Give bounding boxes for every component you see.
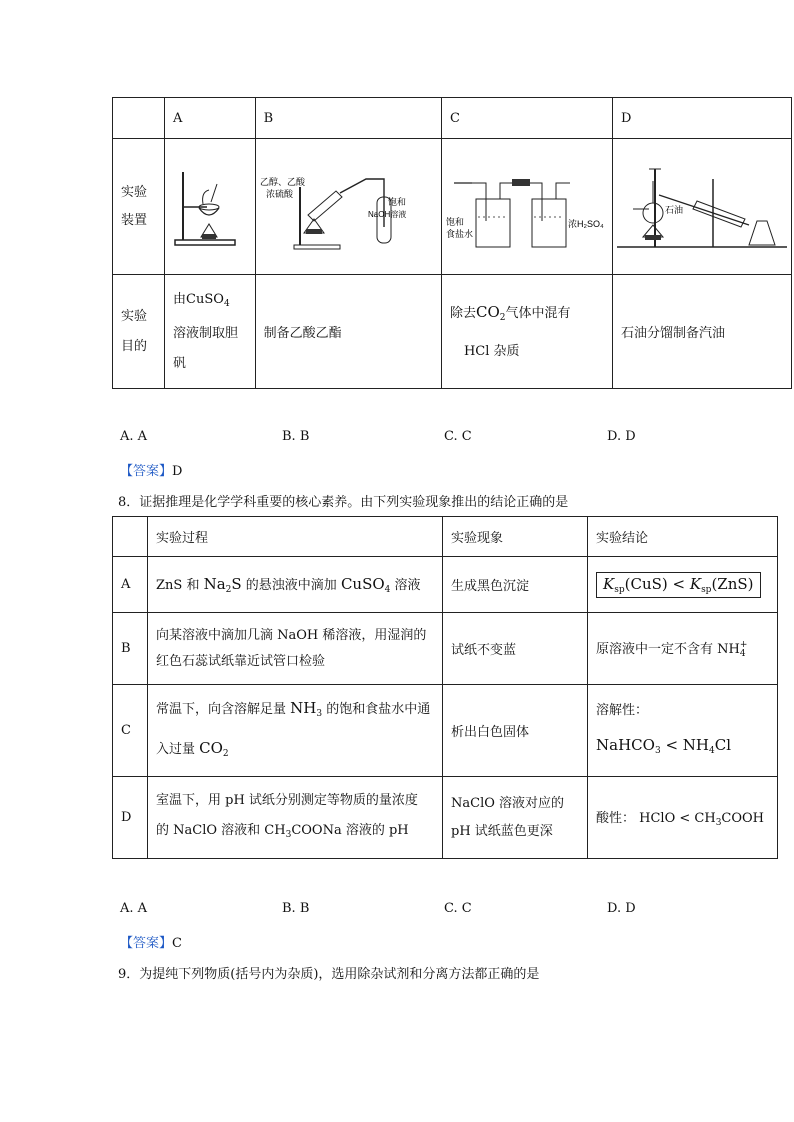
purpose-label-line1: 实验 xyxy=(121,308,148,324)
option-d[interactable]: D. D xyxy=(607,429,636,444)
option-b[interactable]: B. B xyxy=(282,429,310,444)
row-d-p2-0: 的 NaClO 溶液和 CH xyxy=(156,822,286,838)
row-a-phenomenon: 生成黑色沉淀 xyxy=(443,557,588,613)
row-b-phenomenon: 试纸不变蓝 xyxy=(443,613,588,685)
row-c-c1: 溶解性： xyxy=(596,702,649,718)
row-b-c0: 原溶液中一定不含有 NH xyxy=(596,642,740,658)
option2-d[interactable]: D. D xyxy=(607,901,636,916)
row-b-sub: 4 xyxy=(739,648,746,659)
washing-bottles-figure xyxy=(442,157,612,257)
table1-header-a: A xyxy=(165,98,256,139)
row-a-conclusion xyxy=(588,557,778,613)
apparatus-c-cell xyxy=(441,139,612,275)
row-c-process xyxy=(148,685,443,777)
purpose-c xyxy=(441,275,612,389)
row-d-p2-1: 3 xyxy=(285,829,292,840)
row-a-c2: (CuS) < xyxy=(624,574,690,593)
row-a-process-t3: S xyxy=(231,575,242,593)
purpose-label-line2: 目的 xyxy=(121,338,148,354)
row-b-process xyxy=(148,613,443,685)
row-c-p1-0: 常温下，向含溶解足量 xyxy=(156,701,291,717)
apparatus-d-cell xyxy=(613,139,792,275)
row-c-phenomenon: 析出白色固体 xyxy=(443,685,588,777)
table1-header-empty xyxy=(113,98,165,139)
table1-header-b: B xyxy=(255,98,441,139)
purpose-c-pre: 除去 xyxy=(449,305,476,321)
label-line1: 实验 xyxy=(121,184,148,200)
options-row-2 xyxy=(120,901,680,919)
label-b-reagents-1: 乙醇、乙酸 xyxy=(259,176,305,187)
table1-header-d: D xyxy=(613,98,792,139)
row-c-c2 xyxy=(596,736,731,754)
purpose-a-line2: 溶液制取胆 xyxy=(173,325,239,341)
row-b-label: B xyxy=(113,613,148,685)
purpose-c-line2: HCl 杂质 xyxy=(463,343,520,359)
purpose-c-post: 气体中混有 xyxy=(505,305,571,321)
row-b-process-line2: 红色石蕊试纸靠近试管口检验 xyxy=(156,653,326,669)
row-a-process-t0: ZnS 和 xyxy=(156,578,204,593)
evidence-table xyxy=(112,516,778,859)
option-a[interactable]: A. A xyxy=(120,429,148,444)
row-a-process-t1: Na xyxy=(203,575,226,593)
table2-header-process: 实验过程 xyxy=(148,517,443,557)
row-a-process-t2: 2 xyxy=(225,585,232,595)
row-d-p1: 室温下，用 pH 试纸分别测定等物质的量浓度 xyxy=(156,792,418,808)
row-c-p2-2: 2 xyxy=(222,748,229,759)
options-row-1 xyxy=(120,429,680,447)
ester-apparatus-figure xyxy=(256,157,426,257)
label-c-left-1: 饱和 xyxy=(445,216,464,227)
table2-row-b xyxy=(113,613,778,685)
row-d-ph1: NaClO 溶液对应的 xyxy=(451,795,565,811)
table2-header-row xyxy=(113,517,778,557)
table1-apparatus-label xyxy=(113,139,165,275)
option2-a[interactable]: A. A xyxy=(120,901,148,916)
option2-b[interactable]: B. B xyxy=(282,901,310,916)
label-b-solution-2: NaOH溶液 xyxy=(367,209,406,219)
purpose-a-line1: 由CuSO xyxy=(173,291,224,307)
row-c-c2-3: 4 xyxy=(708,745,715,756)
row-a-process-t6: 4 xyxy=(384,585,391,595)
row-b-conclusion xyxy=(588,613,778,685)
label-c-left-2: 食盐水 xyxy=(445,228,473,239)
table1-header-c: C xyxy=(441,98,612,139)
table1-purpose-row xyxy=(113,275,792,389)
table2-row-c xyxy=(113,685,778,777)
row-a-sp1: sp xyxy=(614,584,625,595)
purpose-c-sub: 2 xyxy=(499,312,506,323)
row-c-p1-2: 3 xyxy=(316,708,323,719)
row-c-p2-1: CO xyxy=(199,738,223,757)
table2-header-empty xyxy=(113,517,148,557)
apparatus-table xyxy=(112,97,792,389)
row-c-conclusion xyxy=(588,685,778,777)
row-a-label: A xyxy=(113,557,148,613)
table1-header-row xyxy=(113,98,792,139)
row-d-c1: 3 xyxy=(715,818,722,828)
table2-row-a xyxy=(113,557,778,613)
distillation-figure xyxy=(613,157,791,257)
answer-2 xyxy=(120,932,182,951)
option2-c[interactable]: C. C xyxy=(444,901,472,916)
row-a-process-t5: CuSO xyxy=(340,575,385,593)
row-a-process-t4: 的悬浊液中滴加 xyxy=(241,578,341,593)
row-a-k1: K xyxy=(603,574,615,593)
row-d-c2: COOH xyxy=(721,811,765,826)
row-b-process-line1: 向某溶液中滴加几滴 NaOH 稀溶液，用湿润的 xyxy=(156,627,427,643)
table1-purpose-label xyxy=(113,275,165,389)
apparatus-a-cell xyxy=(165,139,256,275)
evaporation-apparatus-figure xyxy=(165,162,245,252)
purpose-d: 石油分馏制备汽油 xyxy=(613,275,792,389)
purpose-b: 制备乙酸乙酯 xyxy=(255,275,441,389)
question-9: 9．为提纯下列物质(括号内为杂质)，选用除杂试剂和分离方法都正确的是 xyxy=(118,967,540,982)
label-b-solution-1: 饱和 xyxy=(387,196,406,207)
row-c-p1-1: NH xyxy=(290,698,317,717)
label-c-right: 浓H₂SO₄ xyxy=(567,218,604,229)
table2-header-phenomenon: 实验现象 xyxy=(443,517,588,557)
row-a-conclusion-box xyxy=(596,572,761,598)
label-d-petroleum: 石油 xyxy=(665,204,684,215)
answer-1 xyxy=(120,460,182,479)
purpose-c-co2: CO xyxy=(475,302,500,321)
row-a-sp2: sp xyxy=(701,584,712,595)
row-c-c2-0: NaHCO xyxy=(596,735,655,754)
row-c-c2-4: Cl xyxy=(714,735,731,754)
purpose-a-sub: 4 xyxy=(223,298,230,309)
table2-header-conclusion: 实验结论 xyxy=(588,517,778,557)
row-c-c2-2: < NH xyxy=(660,735,709,754)
option-c[interactable]: C. C xyxy=(444,429,472,444)
row-d-ph2: pH 试纸蓝色更深 xyxy=(451,823,553,839)
row-c-c2-1: 3 xyxy=(654,745,661,756)
table2-row-d xyxy=(113,777,778,859)
row-d-c0: 酸性： HClO < CH xyxy=(596,811,716,826)
row-d-conclusion xyxy=(588,777,778,859)
purpose-a xyxy=(165,275,256,389)
label-b-reagents-2: 浓硫酸 xyxy=(265,188,293,199)
row-d-phenomenon xyxy=(443,777,588,859)
row-a-c5: (ZnS) xyxy=(711,574,754,593)
label-line2: 装置 xyxy=(121,212,148,228)
row-d-label: D xyxy=(113,777,148,859)
row-b-sup: + xyxy=(739,639,748,650)
apparatus-b-cell xyxy=(255,139,441,275)
row-d-p2-2: COONa 溶液的 pH xyxy=(291,822,409,838)
answer-1-bracket: 【答案】 xyxy=(120,464,173,479)
purpose-a-line3: 矾 xyxy=(173,355,187,371)
row-a-process-t7: 溶液 xyxy=(390,578,421,593)
table1-apparatus-row xyxy=(113,139,792,275)
row-a-k2: K xyxy=(689,574,702,593)
row-c-p2-0: 入过量 xyxy=(156,741,200,757)
answer-1-value: D xyxy=(172,464,183,479)
row-d-process xyxy=(148,777,443,859)
row-c-label: C xyxy=(113,685,148,777)
answer-2-bracket: 【答案】 xyxy=(120,936,173,951)
answer-2-value: C xyxy=(172,936,182,951)
question-8: 8．证据推理是化学学科重要的核心素养。由下列实验现象推出的结论正确的是 xyxy=(118,495,569,510)
row-b-ion-scripts xyxy=(740,641,748,659)
row-c-p1-3: 的饱和食盐水中通 xyxy=(322,701,431,717)
row-a-process xyxy=(148,557,443,613)
